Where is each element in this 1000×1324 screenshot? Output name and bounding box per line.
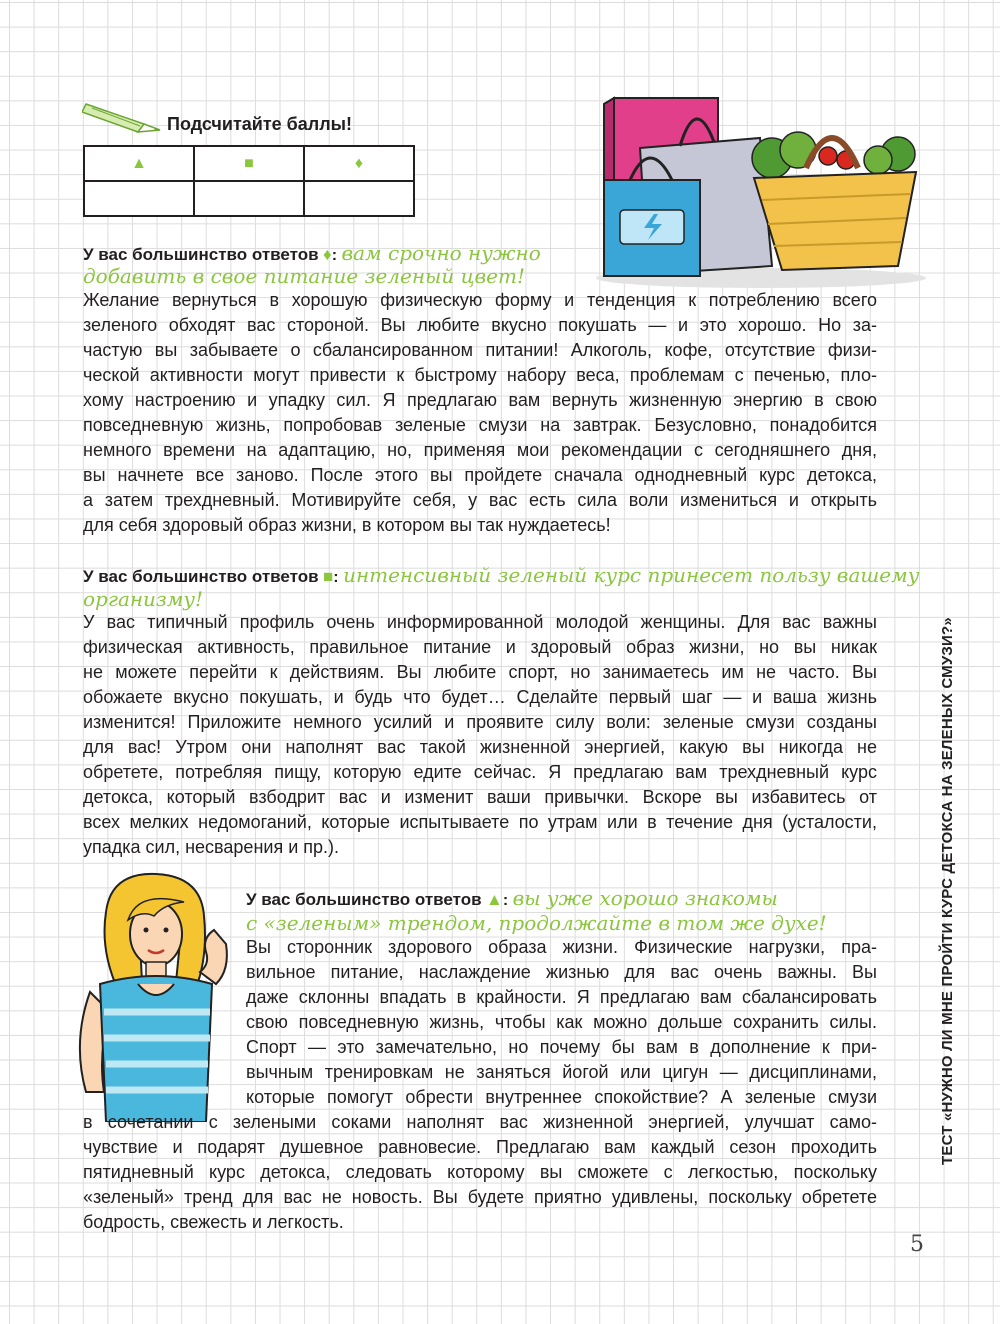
text-line: повседневную жизнь, попробовав зеленые смузи на завтрак. Безусловно, понадобится bbox=[83, 415, 877, 435]
text-line: упадка сил, несварения и пр.). bbox=[83, 837, 339, 857]
text-line: для вас! Утром они наполнят вас такой жизненной энергией, какую вы никогда не bbox=[83, 737, 877, 757]
score-table bbox=[83, 145, 415, 217]
text-line: всех мелких недомоганий, которые испытываете по утрам или в течение дня (усталости, bbox=[83, 812, 877, 832]
text-line: в сочетании с зелеными соками наполнят вас жизненной энергией, улучшат само- bbox=[83, 1112, 877, 1132]
text-line: обретете, потребляя пищу, которую едите сейчас. Я предлагаю вам трехдневный курс bbox=[83, 762, 877, 782]
text-line: Спорт — это замечательно, но почему бы вам в дополнение к при- bbox=[246, 1037, 877, 1057]
text-line: физическая активность, правильное питание и здоровый образ жизни, но вы никак bbox=[83, 637, 877, 657]
score-cell-diamond[interactable] bbox=[304, 146, 414, 181]
woman-illustration bbox=[66, 872, 246, 1122]
triangle-icon: ▲ bbox=[486, 890, 503, 909]
text-line: свою повседневную жизнь, чтобы как можно дольше сохранить силы. bbox=[246, 1012, 877, 1032]
score-input-triangle[interactable] bbox=[84, 181, 194, 216]
text-line: вильное питание, наслаждение жизнью для вас очень важны. Вы bbox=[246, 962, 877, 982]
text-line: которые помогут обрести внутреннее спокойствие? А зеленые смузи bbox=[246, 1087, 877, 1107]
section-square-script-line2: организму! bbox=[83, 587, 204, 611]
square-icon: ■ bbox=[244, 154, 254, 172]
section-square-script: интенсивный зеленый курс принесет пользу вашему bbox=[343, 563, 920, 587]
text-line: хому настроению и упадку сил. Я предлагаю вам вернуть жизненную энергию в свою bbox=[83, 390, 877, 410]
text-line: немного времени на адаптацию, но, применяя мои рекомендации с сегодняшнего дня, bbox=[83, 440, 877, 460]
text-line: обожаете вкусно покушать, и будь что будет… Сделайте первый шаг — и ваша жизнь bbox=[83, 687, 877, 707]
text-line: не можете перейти к действиям. Вы любите спорт, но занимаетесь им не часто. Вы bbox=[83, 662, 877, 682]
shopping-bags-illustration bbox=[596, 88, 926, 288]
sidebar-title: ТЕСТ «НУЖНО ЛИ МНЕ ПРОЙТИ КУРС ДЕТОКСА НА ЗЕЛЕНЫХ СМУЗИ?» bbox=[939, 617, 956, 1165]
section-triangle-body-short bbox=[246, 935, 877, 1110]
text-line: детокса, который взбодрит вас и изменит ваши привычки. Вскоре вы избавитесь от bbox=[83, 787, 877, 807]
section-triangle-script-line2: с «зеленым» трендом, продолжайте в том же духе! bbox=[246, 911, 827, 935]
text-line: вы начнете все заново. После этого вы пройдете сначала однодневный курс детокса, bbox=[83, 465, 877, 485]
section-triangle-script: вы уже хорошо знакомы bbox=[512, 886, 778, 910]
score-input-square[interactable] bbox=[194, 181, 304, 216]
diamond-icon: ♦ bbox=[354, 154, 364, 172]
text-line: для себя здоровый образ жизни, в котором вы так нуждаетесь! bbox=[83, 515, 611, 535]
text-line: частую вы забываете о сбалансированном питании! Алкоголь, кофе, отсутствие физи- bbox=[83, 340, 877, 360]
page-title: Подсчитайте баллы! bbox=[167, 114, 353, 134]
section-triangle-heading: У вас большинство ответов ▲: вы уже хорошо знакомы bbox=[246, 886, 778, 910]
text-line: У вас типичный профиль очень информированной молодой женщины. Для вас важны bbox=[83, 612, 877, 632]
section-square-heading: У вас большинство ответов ■: интенсивный зеленый курс принесет пользу вашему bbox=[83, 563, 920, 587]
text-line: а затем трехдневный. Мотивируйте себя, у вас есть сила воли измениться и открыть bbox=[83, 490, 877, 510]
score-cell-triangle[interactable] bbox=[84, 146, 194, 181]
text-line: бодрость, свежесть и легкость. bbox=[83, 1212, 344, 1232]
score-input-diamond[interactable] bbox=[304, 181, 414, 216]
triangle-icon: ▲ bbox=[131, 154, 147, 172]
section-triangle-body-full bbox=[83, 1110, 877, 1235]
section-diamond-script: вам срочно нужно bbox=[341, 241, 541, 265]
text-line: Вы сторонник здорового образа жизни. Физические нагрузки, пра- bbox=[246, 937, 877, 957]
section-square-body bbox=[83, 610, 877, 860]
text-line: чувствие и подарят душевное равновесие. Предлагаю вам каждый сезон проходить bbox=[83, 1137, 877, 1157]
text-line: вычным тренировкам не заняться йогой или цигун — дисциплинами, bbox=[246, 1062, 877, 1082]
square-icon: ■ bbox=[323, 567, 334, 586]
text-line: ческой активности могут привести к быстрому набору веса, проблемам с печенью, пло- bbox=[83, 365, 877, 385]
section-diamond-script-line2: добавить в свое питание зеленый цвет! bbox=[83, 264, 526, 288]
text-line: Желание вернуться в хорошую физическую форму и тенденция к потреблению всего bbox=[83, 290, 877, 310]
text-line: изменится! Приложите немного усилий и проявите силу воли: зеленые смузи созданы bbox=[83, 712, 877, 732]
text-line: зеленого обходят вас стороной. Вы любите вкусно покушать — и это хорошо. Но за- bbox=[83, 315, 877, 335]
text-line: «зеленый» тренд для вас не новость. Вы будете приятно удивлены, поскольку обретете bbox=[83, 1187, 877, 1207]
diamond-icon: ♦ bbox=[323, 245, 332, 264]
text-line: даже склонны впадать в крайности. Я предлагаю вам сбалансировать bbox=[246, 987, 877, 1007]
pencil-icon bbox=[82, 98, 162, 138]
section-diamond-body bbox=[83, 288, 877, 538]
section-diamond-heading: У вас большинство ответов ♦: вам срочно нужно bbox=[83, 241, 541, 265]
score-cell-square[interactable] bbox=[194, 146, 304, 181]
text-line: пятидневный курс детокса, следовать которому вы сможете с легкостью, поскольку bbox=[83, 1162, 877, 1182]
page-number: 5 bbox=[910, 1232, 924, 1257]
